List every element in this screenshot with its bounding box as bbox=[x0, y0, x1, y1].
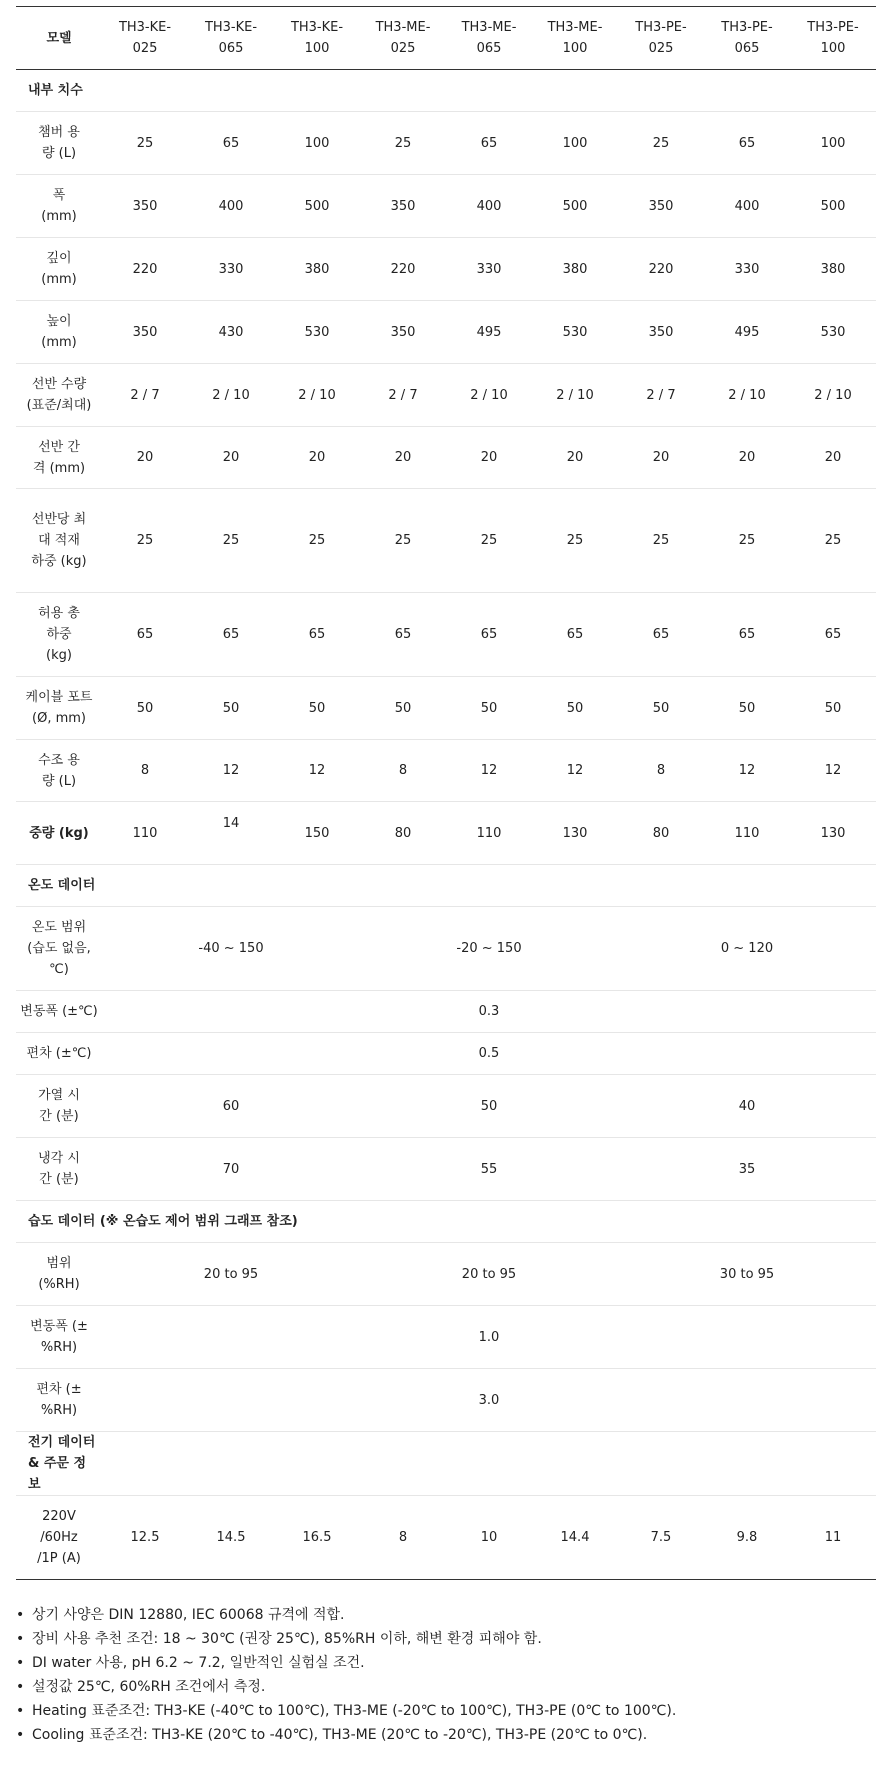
table-cell: 530 bbox=[532, 301, 618, 364]
table-cell: 20 bbox=[790, 427, 876, 489]
table-cell: 530 bbox=[274, 301, 360, 364]
row-label: 냉각 시간 (분) bbox=[16, 1138, 102, 1201]
table-cell: 2 / 7 bbox=[360, 364, 446, 427]
table-cell: 150 bbox=[274, 802, 360, 865]
row-label: 높이 (mm) bbox=[16, 301, 102, 364]
table-cell: 65 bbox=[102, 593, 188, 677]
table-cell: 30 to 95 bbox=[618, 1243, 876, 1306]
model-name: TH3-ME-065 bbox=[446, 7, 532, 70]
table-cell: 80 bbox=[618, 802, 704, 865]
header-row bbox=[16, 7, 876, 70]
table-cell: 10 bbox=[446, 1496, 532, 1580]
row-label: 변동폭 (±℃) bbox=[16, 991, 102, 1033]
table-cell: 20 bbox=[532, 427, 618, 489]
table-cell: 2 / 7 bbox=[618, 364, 704, 427]
section-title: 온도 데이터 bbox=[16, 865, 876, 907]
table-cell: 2 / 10 bbox=[790, 364, 876, 427]
note-item: • 설정값 25℃, 60%RH 조건에서 측정. bbox=[14, 1675, 874, 1699]
table-cell: 20 to 95 bbox=[102, 1243, 360, 1306]
model-name: TH3-PE-100 bbox=[790, 7, 876, 70]
table-cell: 60 bbox=[102, 1075, 360, 1138]
table-cell: 14.4 bbox=[532, 1496, 618, 1580]
table-cell: 380 bbox=[790, 238, 876, 301]
table-cell: 25 bbox=[618, 489, 704, 593]
table-row bbox=[16, 1138, 876, 1201]
table-cell: 2 / 7 bbox=[102, 364, 188, 427]
table-cell: 12 bbox=[188, 740, 274, 802]
table-cell: 0 ~ 120 bbox=[618, 907, 876, 991]
row-label: 허용 총 하중 (kg) bbox=[16, 593, 102, 677]
row-label: 폭 (mm) bbox=[16, 175, 102, 238]
table-cell: 65 bbox=[188, 593, 274, 677]
table-cell: 330 bbox=[704, 238, 790, 301]
table-cell: 20 bbox=[618, 427, 704, 489]
table-cell: 20 bbox=[360, 427, 446, 489]
table-cell: 330 bbox=[188, 238, 274, 301]
table-cell: 350 bbox=[102, 301, 188, 364]
table-cell: -20 ~ 150 bbox=[360, 907, 618, 991]
section-row bbox=[16, 1201, 876, 1243]
table-row bbox=[16, 1243, 876, 1306]
table-cell: 20 bbox=[274, 427, 360, 489]
table-row bbox=[16, 238, 876, 301]
table-row bbox=[16, 1033, 876, 1075]
table-cell: 65 bbox=[360, 593, 446, 677]
table-row bbox=[16, 593, 876, 677]
table-cell: 400 bbox=[446, 175, 532, 238]
model-header: 모델 bbox=[16, 7, 102, 70]
table-cell bbox=[188, 802, 274, 865]
table-row bbox=[16, 1369, 876, 1432]
table-cell: 20 to 95 bbox=[360, 1243, 618, 1306]
table-cell: 3.0 bbox=[102, 1369, 876, 1432]
table-cell: 110 bbox=[704, 802, 790, 865]
note-item: • DI water 사용, pH 6.2 ~ 7.2, 일반적인 실험실 조건. bbox=[14, 1651, 874, 1675]
table-cell: 400 bbox=[188, 175, 274, 238]
table-cell: 12 bbox=[790, 740, 876, 802]
table-cell: 25 bbox=[102, 489, 188, 593]
table-cell: 220 bbox=[102, 238, 188, 301]
table-cell: 400 bbox=[704, 175, 790, 238]
note-item: • 장비 사용 추천 조건: 18 ~ 30℃ (권장 25℃), 85%RH 이하, 해변 환경 피해야 함. bbox=[14, 1627, 874, 1651]
section-title: 전기 데이터 & 주문 정보 bbox=[28, 1435, 96, 1492]
section-row bbox=[16, 865, 876, 907]
table-cell: 8 bbox=[360, 740, 446, 802]
model-name: TH3-ME-025 bbox=[360, 7, 446, 70]
table-cell: 1.0 bbox=[102, 1306, 876, 1369]
row-label: 온도 범위 (습도 없음, ℃) bbox=[16, 907, 102, 991]
table-cell: 55 bbox=[360, 1138, 618, 1201]
table-cell: 20 bbox=[102, 427, 188, 489]
table-cell: 25 bbox=[704, 489, 790, 593]
table-cell: 25 bbox=[790, 489, 876, 593]
row-label: 선반당 최대 적재 하중 (kg) bbox=[16, 489, 102, 593]
table-row bbox=[16, 489, 876, 593]
table-cell: 50 bbox=[188, 677, 274, 740]
table-cell: 65 bbox=[532, 593, 618, 677]
table-cell: 8 bbox=[102, 740, 188, 802]
table-cell: 50 bbox=[360, 1075, 618, 1138]
table-cell: 50 bbox=[704, 677, 790, 740]
table-cell: 380 bbox=[274, 238, 360, 301]
table-cell: 50 bbox=[360, 677, 446, 740]
model-name: TH3-KE-065 bbox=[188, 7, 274, 70]
table-row bbox=[16, 301, 876, 364]
table-cell: 25 bbox=[102, 112, 188, 175]
row-label: 변동폭 (±%RH) bbox=[16, 1306, 102, 1369]
table-cell: 12.5 bbox=[102, 1496, 188, 1580]
table-cell: 12 bbox=[704, 740, 790, 802]
table-cell: 12 bbox=[532, 740, 618, 802]
table-cell: 65 bbox=[704, 112, 790, 175]
model-name: TH3-KE-100 bbox=[274, 7, 360, 70]
row-label: 중량 (kg) bbox=[16, 802, 102, 865]
table-cell: 12 bbox=[446, 740, 532, 802]
table-cell: 50 bbox=[790, 677, 876, 740]
row-label: 범위 (%RH) bbox=[16, 1243, 102, 1306]
table-cell: 35 bbox=[618, 1138, 876, 1201]
table-cell: 65 bbox=[618, 593, 704, 677]
section-row bbox=[16, 1432, 876, 1496]
table-cell: 495 bbox=[704, 301, 790, 364]
table-cell: 330 bbox=[446, 238, 532, 301]
table-cell: 25 bbox=[274, 489, 360, 593]
table-cell: 40 bbox=[618, 1075, 876, 1138]
row-label: 편차 (±%RH) bbox=[16, 1369, 102, 1432]
table-cell: 0.3 bbox=[102, 991, 876, 1033]
table-cell: 2 / 10 bbox=[446, 364, 532, 427]
table-row bbox=[16, 991, 876, 1033]
table-cell: 50 bbox=[274, 677, 360, 740]
table-cell: 100 bbox=[274, 112, 360, 175]
table-cell: 65 bbox=[446, 112, 532, 175]
table-row bbox=[16, 802, 876, 865]
table-cell: 2 / 10 bbox=[188, 364, 274, 427]
table-cell: 220 bbox=[618, 238, 704, 301]
table-cell: 380 bbox=[532, 238, 618, 301]
table-cell: 50 bbox=[446, 677, 532, 740]
table-row bbox=[16, 677, 876, 740]
table-cell: 65 bbox=[188, 112, 274, 175]
row-label: 선반 간격 (mm) bbox=[16, 427, 102, 489]
table-cell: 500 bbox=[532, 175, 618, 238]
table-cell: 350 bbox=[360, 301, 446, 364]
table-row bbox=[16, 907, 876, 991]
table-cell: 130 bbox=[532, 802, 618, 865]
table-cell: 350 bbox=[360, 175, 446, 238]
table-cell: 20 bbox=[188, 427, 274, 489]
table-cell: 430 bbox=[188, 301, 274, 364]
table-cell: 500 bbox=[274, 175, 360, 238]
table-row bbox=[16, 112, 876, 175]
table-cell-value: 14 bbox=[222, 815, 240, 831]
table-cell: 25 bbox=[532, 489, 618, 593]
table-row bbox=[16, 1496, 876, 1580]
table-row bbox=[16, 427, 876, 489]
table-cell: 65 bbox=[790, 593, 876, 677]
table-cell: 50 bbox=[618, 677, 704, 740]
row-label: 선반 수량 (표준/최대) bbox=[16, 364, 102, 427]
table-cell: 20 bbox=[446, 427, 532, 489]
table-row bbox=[16, 175, 876, 238]
table-cell: 12 bbox=[274, 740, 360, 802]
table-cell: 16.5 bbox=[274, 1496, 360, 1580]
table-cell: 25 bbox=[446, 489, 532, 593]
table-cell: 130 bbox=[790, 802, 876, 865]
table-row bbox=[16, 740, 876, 802]
table-cell: 350 bbox=[102, 175, 188, 238]
note-item: • Heating 표준조건: TH3-KE (-40℃ to 100℃), TH3-ME (-20℃ to 100℃), TH3-PE (0℃ to 100℃). bbox=[14, 1699, 874, 1723]
table-cell: -40 ~ 150 bbox=[102, 907, 360, 991]
model-name: TH3-KE-025 bbox=[102, 7, 188, 70]
table-cell: 8 bbox=[360, 1496, 446, 1580]
table-cell: 11 bbox=[790, 1496, 876, 1580]
table-cell: 20 bbox=[704, 427, 790, 489]
table-cell: 100 bbox=[532, 112, 618, 175]
spec-table-container bbox=[16, 6, 876, 1580]
row-label: 가열 시간 (분) bbox=[16, 1075, 102, 1138]
table-cell: 14.5 bbox=[188, 1496, 274, 1580]
notes-list bbox=[14, 1603, 874, 1747]
table-cell: 80 bbox=[360, 802, 446, 865]
table-cell: 25 bbox=[618, 112, 704, 175]
table-cell: 2 / 10 bbox=[704, 364, 790, 427]
row-label: 깊이 (mm) bbox=[16, 238, 102, 301]
model-name: TH3-PE-025 bbox=[618, 7, 704, 70]
section-row bbox=[16, 70, 876, 112]
row-label: 수조 용량 (L) bbox=[16, 740, 102, 802]
table-cell: 220 bbox=[360, 238, 446, 301]
row-label: 챔버 용량 (L) bbox=[16, 112, 102, 175]
table-cell: 25 bbox=[360, 489, 446, 593]
table-cell: 2 / 10 bbox=[532, 364, 618, 427]
model-name: TH3-PE-065 bbox=[704, 7, 790, 70]
row-label: 220V /60Hz /1P (A) bbox=[16, 1496, 102, 1580]
table-cell: 8 bbox=[618, 740, 704, 802]
spec-table bbox=[16, 6, 876, 1580]
table-cell: 0.5 bbox=[102, 1033, 876, 1075]
row-label: 케이블 포트 (Ø, mm) bbox=[16, 677, 102, 740]
table-cell: 65 bbox=[274, 593, 360, 677]
table-cell: 530 bbox=[790, 301, 876, 364]
table-cell: 100 bbox=[790, 112, 876, 175]
section-title: 습도 데이터 (※ 온습도 제어 범위 그래프 참조) bbox=[16, 1201, 876, 1243]
table-cell: 110 bbox=[446, 802, 532, 865]
row-label: 편차 (±℃) bbox=[16, 1033, 102, 1075]
note-item: • 상기 사양은 DIN 12880, IEC 60068 규격에 적합. bbox=[14, 1603, 874, 1627]
table-cell: 50 bbox=[102, 677, 188, 740]
table-cell: 495 bbox=[446, 301, 532, 364]
table-row bbox=[16, 1306, 876, 1369]
table-cell: 25 bbox=[188, 489, 274, 593]
table-cell: 25 bbox=[360, 112, 446, 175]
table-row bbox=[16, 1075, 876, 1138]
table-cell: 350 bbox=[618, 175, 704, 238]
table-cell: 9.8 bbox=[704, 1496, 790, 1580]
table-cell: 110 bbox=[102, 802, 188, 865]
section-title: 내부 치수 bbox=[16, 70, 876, 112]
table-cell: 2 / 10 bbox=[274, 364, 360, 427]
table-cell: 500 bbox=[790, 175, 876, 238]
table-cell: 50 bbox=[532, 677, 618, 740]
table-cell: 70 bbox=[102, 1138, 360, 1201]
model-name: TH3-ME-100 bbox=[532, 7, 618, 70]
table-cell: 65 bbox=[446, 593, 532, 677]
table-cell: 7.5 bbox=[618, 1496, 704, 1580]
table-cell: 65 bbox=[704, 593, 790, 677]
note-item: • Cooling 표준조건: TH3-KE (20℃ to -40℃), TH3-ME (20℃ to -20℃), TH3-PE (20℃ to 0℃). bbox=[14, 1723, 874, 1747]
table-row bbox=[16, 364, 876, 427]
table-cell: 350 bbox=[618, 301, 704, 364]
